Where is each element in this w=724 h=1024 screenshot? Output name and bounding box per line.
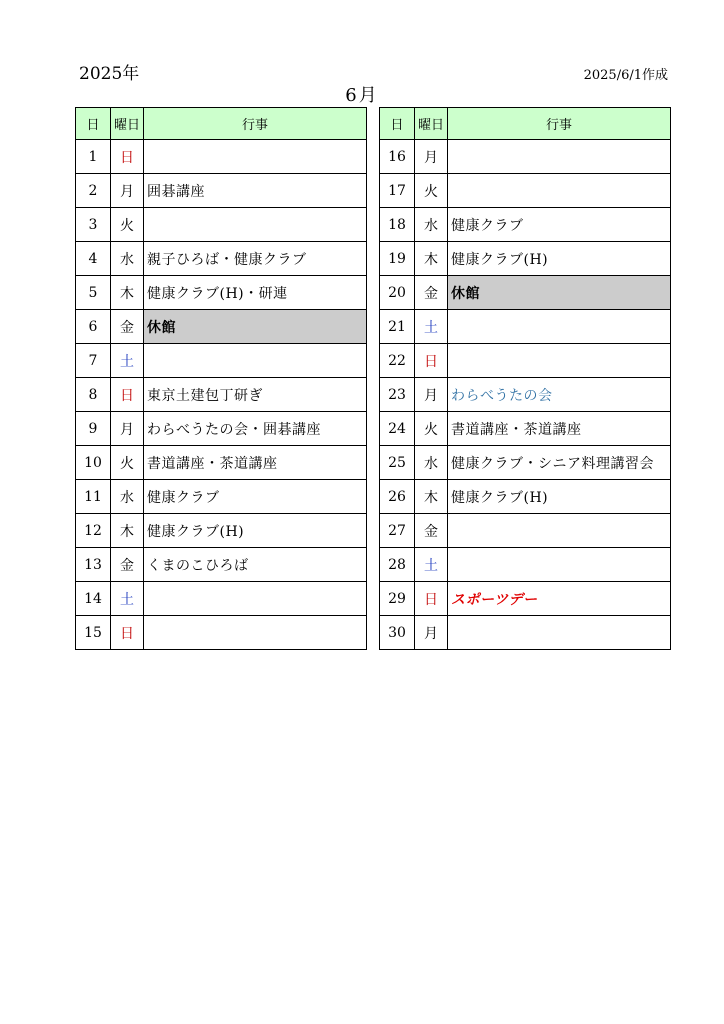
created-date: 2025/6/1作成 (583, 68, 668, 83)
weekday-cell: 水 (415, 208, 448, 242)
event-cell (144, 616, 367, 650)
event-cell: くまのこひろば (144, 548, 367, 582)
table-row (380, 616, 671, 650)
day-number: 16 (380, 140, 415, 174)
event-cell: 健康クラブ(H)・研連 (144, 276, 367, 310)
event-cell (448, 344, 671, 378)
weekday-cell: 木 (415, 242, 448, 276)
weekday-cell: 月 (111, 412, 144, 446)
table-row (380, 514, 671, 548)
event-cell: 書道講座・茶道講座 (448, 412, 671, 446)
table-row (380, 378, 671, 412)
table-row (380, 276, 671, 310)
day-number: 18 (380, 208, 415, 242)
table-row (380, 174, 671, 208)
column-header-event: 行事 (448, 108, 671, 140)
event-cell (448, 174, 671, 208)
day-number: 19 (380, 242, 415, 276)
event-cell: スポーツデー (448, 582, 671, 616)
table-row (380, 310, 671, 344)
table-row (76, 480, 367, 514)
day-number: 7 (76, 344, 111, 378)
day-number: 26 (380, 480, 415, 514)
calendar-table-right (379, 107, 671, 650)
table-row (380, 548, 671, 582)
day-number: 23 (380, 378, 415, 412)
event-cell (448, 310, 671, 344)
day-number: 29 (380, 582, 415, 616)
event-cell: 健康クラブ (448, 208, 671, 242)
event-cell: 親子ひろば・健康クラブ (144, 242, 367, 276)
weekday-cell: 火 (415, 174, 448, 208)
event-cell (144, 344, 367, 378)
event-cell: 健康クラブ(H) (448, 242, 671, 276)
event-cell (144, 140, 367, 174)
day-number: 4 (76, 242, 111, 276)
table-row (76, 140, 367, 174)
weekday-cell: 木 (415, 480, 448, 514)
day-number: 1 (76, 140, 111, 174)
column-header-event: 行事 (144, 108, 367, 140)
event-cell: 健康クラブ・シニア料理講習会 (448, 446, 671, 480)
weekday-cell: 水 (111, 480, 144, 514)
day-number: 11 (76, 480, 111, 514)
day-number: 3 (76, 208, 111, 242)
day-number: 21 (380, 310, 415, 344)
day-number: 24 (380, 412, 415, 446)
event-cell: 書道講座・茶道講座 (144, 446, 367, 480)
weekday-cell: 日 (415, 582, 448, 616)
event-cell (448, 140, 671, 174)
table-row (380, 242, 671, 276)
weekday-cell: 土 (111, 344, 144, 378)
day-number: 14 (76, 582, 111, 616)
event-cell (448, 548, 671, 582)
column-header-weekday: 曜日 (111, 108, 144, 140)
event-cell: 休館 (144, 310, 367, 344)
weekday-cell: 金 (415, 514, 448, 548)
table-row (76, 174, 367, 208)
day-number: 28 (380, 548, 415, 582)
table-row (380, 208, 671, 242)
table-row (380, 344, 671, 378)
weekday-cell: 日 (111, 616, 144, 650)
weekday-cell: 水 (111, 242, 144, 276)
table-row (76, 412, 367, 446)
month-title: 6月 (345, 85, 379, 106)
table-row (76, 208, 367, 242)
day-number: 8 (76, 378, 111, 412)
event-cell: 健康クラブ(H) (144, 514, 367, 548)
weekday-cell: 火 (415, 412, 448, 446)
weekday-cell: 月 (415, 140, 448, 174)
table-row (76, 616, 367, 650)
event-cell (144, 208, 367, 242)
table-row (76, 378, 367, 412)
day-number: 2 (76, 174, 111, 208)
column-header-day: 日 (76, 108, 111, 140)
table-row (76, 582, 367, 616)
table-row (76, 310, 367, 344)
day-number: 10 (76, 446, 111, 480)
day-number: 17 (380, 174, 415, 208)
event-cell (448, 514, 671, 548)
table-row (380, 140, 671, 174)
event-cell: 東京土建包丁研ぎ (144, 378, 367, 412)
day-number: 6 (76, 310, 111, 344)
weekday-cell: 木 (111, 276, 144, 310)
weekday-cell: 木 (111, 514, 144, 548)
weekday-cell: 金 (111, 310, 144, 344)
header-row (380, 108, 671, 140)
event-cell: わらべうたの会・囲碁講座 (144, 412, 367, 446)
year-label: 2025年 (79, 64, 140, 84)
event-cell: 健康クラブ(H) (448, 480, 671, 514)
header-row (76, 108, 367, 140)
table-row (380, 582, 671, 616)
day-number: 15 (76, 616, 111, 650)
event-cell: わらべうたの会 (448, 378, 671, 412)
table-row (76, 242, 367, 276)
weekday-cell: 月 (111, 174, 144, 208)
weekday-cell: 金 (415, 276, 448, 310)
day-number: 12 (76, 514, 111, 548)
table-row (380, 412, 671, 446)
column-header-weekday: 曜日 (415, 108, 448, 140)
day-number: 30 (380, 616, 415, 650)
weekday-cell: 土 (415, 548, 448, 582)
weekday-cell: 土 (415, 310, 448, 344)
weekday-cell: 日 (111, 378, 144, 412)
weekday-cell: 水 (415, 446, 448, 480)
weekday-cell: 日 (111, 140, 144, 174)
weekday-cell: 火 (111, 446, 144, 480)
event-cell: 健康クラブ (144, 480, 367, 514)
event-cell (144, 582, 367, 616)
day-number: 13 (76, 548, 111, 582)
table-row (380, 446, 671, 480)
day-number: 5 (76, 276, 111, 310)
weekday-cell: 金 (111, 548, 144, 582)
day-number: 22 (380, 344, 415, 378)
event-cell: 囲碁講座 (144, 174, 367, 208)
weekday-cell: 月 (415, 378, 448, 412)
table-row (76, 514, 367, 548)
day-number: 20 (380, 276, 415, 310)
table-row (76, 446, 367, 480)
weekday-cell: 月 (415, 616, 448, 650)
day-number: 9 (76, 412, 111, 446)
day-number: 27 (380, 514, 415, 548)
table-row (380, 480, 671, 514)
table-row (76, 276, 367, 310)
day-number: 25 (380, 446, 415, 480)
table-row (76, 548, 367, 582)
weekday-cell: 日 (415, 344, 448, 378)
event-cell: 休館 (448, 276, 671, 310)
weekday-cell: 火 (111, 208, 144, 242)
table-row (76, 344, 367, 378)
column-header-day: 日 (380, 108, 415, 140)
event-cell (448, 616, 671, 650)
calendar-table-left (75, 107, 367, 650)
weekday-cell: 土 (111, 582, 144, 616)
